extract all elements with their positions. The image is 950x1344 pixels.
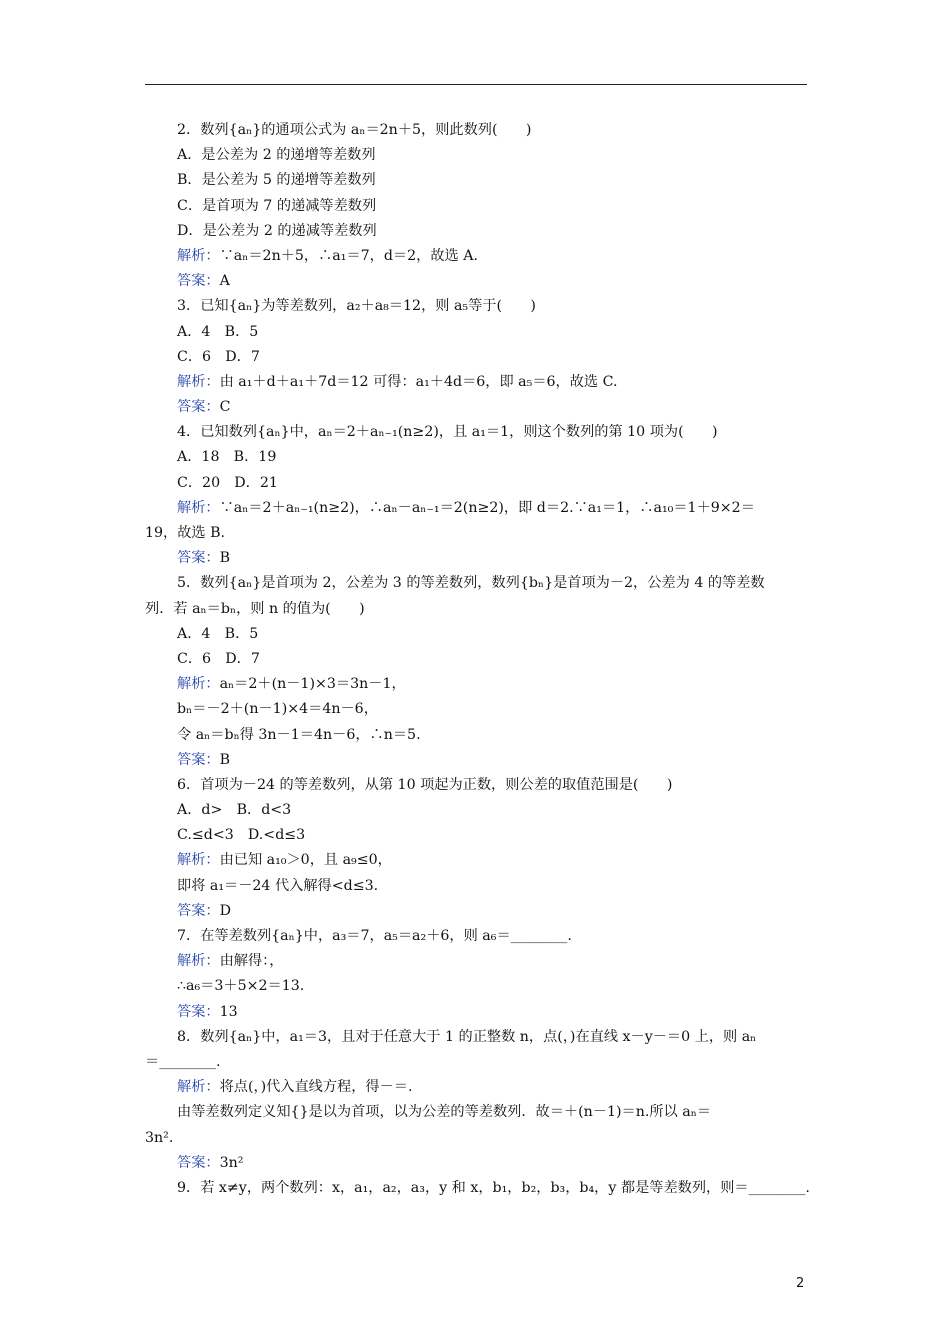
solution-line: [145, 244, 807, 269]
line-text: 由 a₁＋d＋a₁＋7d＝12 可得：a₁＋4d＝6，即 a₅＝6，故选 C.: [219, 373, 618, 390]
line-text: ∵aₙ＝2n＋5，∴a₁＝7，d＝2，故选 A.: [219, 247, 478, 264]
line-text: 即将 a₁＝－24 代入解得<d≤3.: [177, 877, 379, 894]
solution-label: 答案：: [177, 902, 220, 919]
text-line: [145, 445, 807, 470]
solution-line: [145, 395, 807, 420]
solution-line: [145, 1151, 807, 1176]
text-line: [145, 874, 807, 899]
line-text: 列．若 aₙ＝bₙ，则 n 的值为( ): [145, 600, 365, 617]
solution-label: 答案：: [177, 1154, 220, 1171]
solution-line: [145, 370, 807, 395]
line-text: A．d> B．d<3: [177, 802, 292, 819]
line-text: 将点(，)代入直线方程，得－＝.: [219, 1079, 413, 1096]
header-rule: [145, 84, 807, 85]
line-text: 4．已知数列{aₙ}中，aₙ＝2＋aₙ₋₁(n≥2)，且 a₁＝1，则这个数列的第 10 项为( ): [177, 424, 718, 441]
solution-label: 解析：: [177, 676, 220, 693]
line-text: A: [219, 273, 230, 290]
line-text: 5．数列{aₙ}是首项为 2，公差为 3 的等差数列，数列{bₙ}是首项为－2，公差为 4 的等差数: [177, 575, 765, 592]
solution-line: [145, 496, 807, 521]
line-text: 8．数列{aₙ}中，a₁＝3，且对于任意大于 1 的正整数 n，点(，)在直线 x－y－＝0 上，则 aₙ: [177, 1028, 757, 1045]
line-text: 7．在等差数列{aₙ}中，a₃＝7，a₅＝a₂＋6，则 a₆＝________.: [177, 928, 572, 944]
text-line: [145, 294, 807, 319]
line-text: A．18 B．19: [177, 449, 277, 466]
line-text: C．6 D．7: [177, 650, 260, 667]
line-text: C: [219, 399, 231, 416]
text-line: [145, 1126, 807, 1151]
line-text: 13: [219, 1003, 238, 1020]
line-text: ∴a₆＝3＋5×2＝13.: [177, 978, 305, 995]
solution-line: [145, 672, 807, 697]
solution-label: 解析：: [177, 1079, 220, 1096]
text-line: [145, 974, 807, 999]
solution-line: [145, 1075, 807, 1100]
line-text: C.≤d<3 D.<d≤3: [177, 827, 306, 844]
solution-label: 答案：: [177, 273, 220, 290]
text-line: [145, 697, 807, 722]
text-line: [145, 1176, 810, 1201]
solution-label: 解析：: [177, 373, 220, 390]
line-text: 令 aₙ＝bₙ得 3n－1＝4n－6，∴n＝5.: [177, 726, 421, 743]
line-text: B．是公差为 5 的递增等差数列: [177, 172, 376, 189]
text-line: [145, 798, 807, 823]
line-text: 由解得：，: [219, 953, 284, 970]
text-line: [145, 773, 807, 798]
solution-line: [145, 269, 807, 294]
line-text: C．20 D．21: [177, 474, 278, 491]
solution-line: [145, 949, 807, 974]
text-line: [145, 118, 807, 143]
line-text: 由已知 a₁₀＞0，且 a₉≤0，: [219, 852, 392, 869]
text-line: [145, 168, 807, 193]
solution-line: [145, 848, 807, 873]
solution-label: 解析：: [177, 499, 220, 516]
line-text: A．是公差为 2 的递增等差数列: [177, 147, 376, 164]
text-line: [145, 471, 807, 496]
line-text: A．4 B．5: [177, 625, 259, 642]
line-text: 9．若 x≠y，两个数列：x，a₁，a₂，a₃，y 和 x，b₁，b₂，b₃，b₄，y 都是等差数列，则＝________.: [177, 1179, 810, 1196]
line-text: C．是首项为 7 的递减等差数列: [177, 197, 377, 214]
text-line: [145, 622, 807, 647]
line-text: 3n².: [145, 1129, 174, 1146]
solution-label: 答案：: [177, 1003, 220, 1020]
line-text: 6．首项为－24 的等差数列，从第 10 项起为正数，则公差的取值范围是( ): [177, 776, 673, 793]
text-line: [145, 571, 807, 596]
line-text: B: [219, 751, 231, 768]
text-line: [145, 647, 807, 672]
text-line: [145, 1025, 807, 1050]
text-line: [145, 723, 807, 748]
solution-label: 答案：: [177, 550, 220, 567]
line-text: ＝________.: [145, 1053, 221, 1070]
text-line: [145, 823, 807, 848]
solution-line: [145, 748, 807, 773]
line-text: 由等差数列定义知{}是以为首项，以为公差的等差数列．故＝＋(n－1)＝n.所以 aₙ＝: [177, 1104, 712, 1121]
line-text: bₙ＝－2＋(n－1)×4＝4n－6，: [177, 701, 378, 718]
line-text: D: [219, 902, 231, 919]
text-line: [145, 219, 807, 244]
line-text: C．6 D．7: [177, 348, 260, 365]
text-line: [145, 924, 807, 949]
text-line: [145, 521, 807, 546]
text-line: [145, 1100, 807, 1125]
text-line: [145, 1050, 807, 1075]
solution-label: 答案：: [177, 399, 220, 416]
page-number: 2: [796, 1276, 805, 1291]
line-text: ∵aₙ＝2＋aₙ₋₁(n≥2)，∴aₙ－aₙ₋₁＝2(n≥2)，即 d＝2.∵a₁＝1，∴a₁₀＝1＋9×2＝: [219, 499, 755, 516]
line-text: 19，故选 B.: [145, 525, 226, 541]
text-line: [145, 143, 807, 168]
text-line: [145, 420, 807, 445]
solution-label: 解析：: [177, 953, 220, 970]
solution-line: [145, 1000, 807, 1025]
solution-label: 答案：: [177, 751, 220, 768]
text-line: [145, 320, 807, 345]
document-body: [145, 118, 810, 1201]
line-text: 3n²: [219, 1154, 244, 1171]
line-text: aₙ＝2＋(n－1)×3＝3n－1，: [219, 676, 406, 693]
text-line: [145, 345, 807, 370]
solution-line: [145, 899, 807, 924]
line-text: B: [219, 550, 231, 567]
line-text: D．是公差为 2 的递减等差数列: [177, 222, 377, 239]
line-text: 3．已知{aₙ}为等差数列，a₂＋a₈＝12，则 a₅等于( ): [177, 298, 536, 315]
line-text: 2．数列{aₙ}的通项公式为 aₙ＝2n＋5，则此数列( ): [177, 122, 532, 138]
text-line: [145, 597, 807, 622]
solution-line: [145, 546, 807, 571]
solution-label: 解析：: [177, 852, 220, 869]
line-text: A．4 B．5: [177, 323, 259, 340]
text-line: [145, 194, 807, 219]
solution-label: 解析：: [177, 247, 220, 264]
